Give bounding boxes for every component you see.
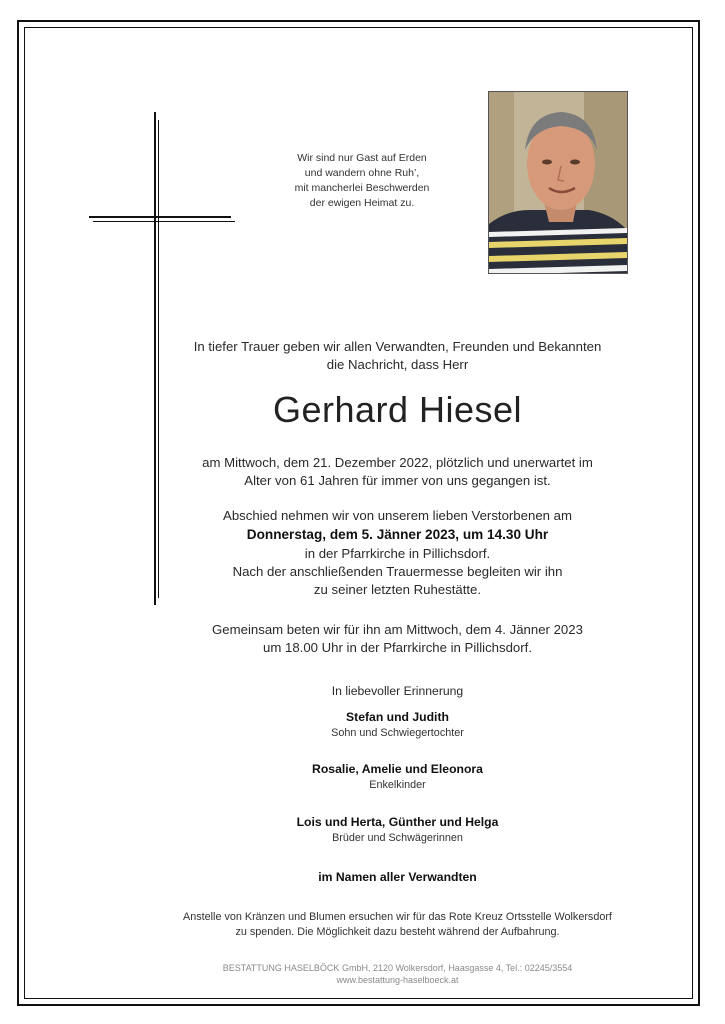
deceased-name: Gerhard Hiesel [272, 389, 523, 430]
mourner-relation: Sohn und Schwiegertochter [331, 727, 464, 739]
donation-line: zu spenden. Die Möglichkeit dazu besteht während der Aufbahrung. [235, 926, 560, 938]
death-line: Alter von 61 Jahren für immer von uns gegangen ist. [244, 473, 551, 488]
announcement-intro [90, 338, 705, 374]
verse-line: und wandern ohne Ruh’, [304, 167, 420, 179]
mourner-relation: Brüder und Schwägerinnen [332, 832, 463, 844]
verse-line: mit mancherlei Beschwerden [294, 182, 430, 194]
donation-notice [90, 910, 705, 940]
farewell-section [90, 507, 705, 599]
prayer-notice [90, 621, 705, 657]
memorial-verse [262, 151, 462, 211]
verse-line: Wir sind nur Gast auf Erden [297, 152, 427, 164]
mourner-group [90, 709, 705, 741]
prayer-line: um 18.00 Uhr in der Pfarrkirche in Pillichsdorf. [263, 640, 532, 655]
portrait-photo [488, 91, 628, 274]
farewell-line: zu seiner letzten Ruhestätte. [313, 582, 482, 597]
mourner-names: Stefan und Judith [346, 710, 449, 724]
footer-address: BESTATTUNG HASELBÖCK GmbH, 2120 Wolkersdorf, Haasgasse 4, Tel.: 02245/3554 [222, 963, 573, 973]
remembrance-label: In liebevoller Erinnerung [331, 684, 464, 698]
all-relatives: im Namen aller Verwandten [318, 870, 477, 884]
intro-line: die Nachricht, dass Herr [326, 357, 469, 372]
footer-website: www.bestattung-haselboeck.at [336, 975, 459, 985]
death-notice [90, 454, 705, 490]
intro-line: In tiefer Trauer geben wir allen Verwandten, Freunden und Bekannten [193, 339, 602, 354]
mourner-group [90, 761, 705, 793]
prayer-line: Gemeinsam beten wir für ihn am Mittwoch, dem 4. Jänner 2023 [212, 622, 583, 637]
mourner-group [90, 814, 705, 846]
funeral-date: Donnerstag, dem 5. Jänner 2023, um 14.30 Uhr [246, 527, 549, 542]
farewell-intro: Abschied nehmen wir von unserem lieben Verstorbenen am [223, 508, 572, 523]
farewell-line: Nach der anschließenden Trauermesse begleiten wir ihn [232, 564, 563, 579]
funeral-home-footer [90, 962, 705, 986]
death-line: am Mittwoch, dem 21. Dezember 2022, plötzlich und unerwartet im [202, 455, 593, 470]
donation-line: Anstelle von Kränzen und Blumen ersuchen wir für das Rote Kreuz Ortsstelle Wolkersdorf [183, 911, 612, 923]
farewell-line: in der Pfarrkirche in Pillichsdorf. [304, 546, 491, 561]
verse-line: der ewigen Heimat zu. [309, 197, 415, 209]
mourner-relation: Enkelkinder [369, 779, 426, 791]
mourner-names: Rosalie, Amelie und Eleonora [312, 762, 483, 776]
mourner-names: Lois und Herta, Günther und Helga [296, 815, 499, 829]
